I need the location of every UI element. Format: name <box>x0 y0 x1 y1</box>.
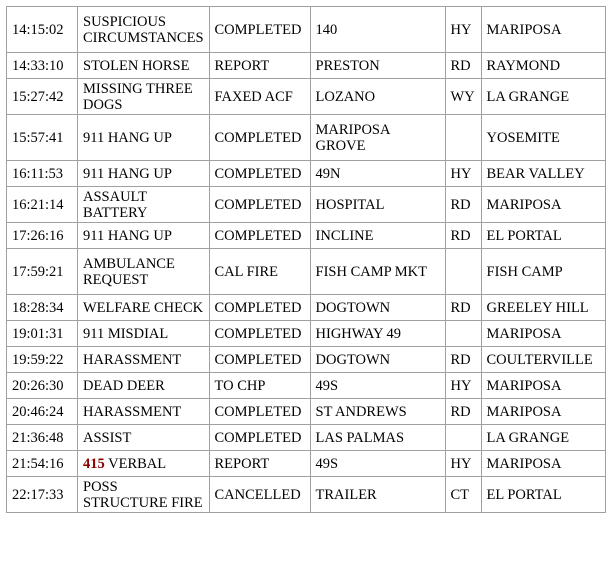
call-type-line: ASSAULT <box>83 188 147 205</box>
call-type-line: STOLEN HORSE <box>83 57 190 74</box>
location-cell <box>311 223 446 249</box>
table-row <box>7 249 606 295</box>
call-type-line: WELFARE CHECK <box>83 299 204 316</box>
location-cell <box>311 187 446 223</box>
disposition-cell: COMPLETED <box>210 7 311 53</box>
city-cell: MARIPOSA <box>482 187 606 223</box>
disposition-cell: COMPLETED <box>210 347 311 373</box>
time-cell: 18:28:34 <box>7 295 78 321</box>
disposition-cell: TO CHP <box>210 373 311 399</box>
city-cell: BEAR VALLEY <box>482 161 606 187</box>
location-cell <box>311 425 446 451</box>
disposition-cell: CANCELLED <box>210 477 311 513</box>
location-line: GROVE <box>315 137 366 154</box>
table-row <box>7 399 606 425</box>
call-log-body <box>7 7 606 513</box>
table-row <box>7 451 606 477</box>
time-cell: 14:15:02 <box>7 7 78 53</box>
street-suffix-cell: RD <box>446 187 482 223</box>
call-type-cell <box>78 53 210 79</box>
disposition-cell: COMPLETED <box>210 187 311 223</box>
street-suffix-cell: HY <box>446 451 482 477</box>
call-type-line: ASSIST <box>83 429 132 446</box>
location-cell <box>311 161 446 187</box>
disposition-cell: COMPLETED <box>210 399 311 425</box>
time-cell: 17:26:16 <box>7 223 78 249</box>
table-row <box>7 79 606 115</box>
time-cell: 21:54:16 <box>7 451 78 477</box>
penal-code: 415 <box>83 455 105 472</box>
time-cell: 19:01:31 <box>7 321 78 347</box>
disposition-cell: CAL FIRE <box>210 249 311 295</box>
location-cell <box>311 295 446 321</box>
call-type-line: SUSPICIOUS <box>83 13 166 30</box>
call-type-line: STRUCTURE FIRE <box>83 494 203 511</box>
table-row <box>7 477 606 513</box>
time-cell: 21:36:48 <box>7 425 78 451</box>
table-row <box>7 295 606 321</box>
call-type-line: DEAD DEER <box>83 377 165 394</box>
location-cell <box>311 373 446 399</box>
call-type-cell <box>78 223 210 249</box>
location-line: 49S <box>315 377 339 394</box>
city-cell: MARIPOSA <box>482 373 606 399</box>
street-suffix-cell: WY <box>446 79 482 115</box>
street-suffix-cell: RD <box>446 347 482 373</box>
location-line: DOGTOWN <box>315 299 391 316</box>
street-suffix-cell: RD <box>446 223 482 249</box>
street-suffix-cell: HY <box>446 161 482 187</box>
table-row <box>7 373 606 399</box>
call-type-cell <box>78 79 210 115</box>
table-row <box>7 223 606 249</box>
call-type-cell <box>78 477 210 513</box>
call-type-line: MISSING THREE <box>83 80 193 97</box>
time-cell: 15:57:41 <box>7 115 78 161</box>
location-line: ST ANDREWS <box>315 403 407 420</box>
call-type-cell <box>78 451 210 477</box>
location-cell <box>311 53 446 79</box>
city-cell: EL PORTAL <box>482 223 606 249</box>
location-cell <box>311 321 446 347</box>
location-line: LOZANO <box>315 88 376 105</box>
time-cell: 17:59:21 <box>7 249 78 295</box>
call-type-line: REQUEST <box>83 271 149 288</box>
disposition-cell: COMPLETED <box>210 115 311 161</box>
location-cell <box>311 249 446 295</box>
location-line: 140 <box>315 21 338 38</box>
location-line: HOSPITAL <box>315 196 385 213</box>
call-type-line: POSS <box>83 478 118 495</box>
time-cell: 15:27:42 <box>7 79 78 115</box>
location-line: LAS PALMAS <box>315 429 405 446</box>
city-cell: MARIPOSA <box>482 451 606 477</box>
call-type-cell <box>78 425 210 451</box>
call-log-table <box>6 6 606 513</box>
location-cell <box>311 79 446 115</box>
street-suffix-cell <box>446 321 482 347</box>
call-type-cell <box>78 115 210 161</box>
call-type-cell <box>78 249 210 295</box>
city-cell: YOSEMITE <box>482 115 606 161</box>
city-cell: COULTERVILLE <box>482 347 606 373</box>
table-row <box>7 7 606 53</box>
call-type-cell <box>78 347 210 373</box>
location-cell <box>311 347 446 373</box>
location-line: 49N <box>315 165 341 182</box>
street-suffix-cell: HY <box>446 373 482 399</box>
call-type-line: AMBULANCE <box>83 255 175 272</box>
call-type-cell <box>78 187 210 223</box>
location-line: HIGHWAY 49 <box>315 325 402 342</box>
call-type-line: HARASSMENT <box>83 351 182 368</box>
city-cell: MARIPOSA <box>482 399 606 425</box>
city-cell: FISH CAMP <box>482 249 606 295</box>
call-type-cell <box>78 373 210 399</box>
time-cell: 14:33:10 <box>7 53 78 79</box>
disposition-cell: REPORT <box>210 451 311 477</box>
city-cell: EL PORTAL <box>482 477 606 513</box>
disposition-cell: COMPLETED <box>210 321 311 347</box>
city-cell: LA GRANGE <box>482 79 606 115</box>
call-type-line: DOGS <box>83 96 123 113</box>
location-line: INCLINE <box>315 227 374 244</box>
street-suffix-cell: RD <box>446 53 482 79</box>
street-suffix-cell: RD <box>446 295 482 321</box>
street-suffix-cell: HY <box>446 7 482 53</box>
city-cell: MARIPOSA <box>482 7 606 53</box>
call-type-cell <box>78 399 210 425</box>
call-type-line: CIRCUMSTANCES <box>83 29 204 46</box>
disposition-cell: COMPLETED <box>210 425 311 451</box>
location-cell <box>311 477 446 513</box>
call-type-line: 911 HANG UP <box>83 129 172 146</box>
location-cell <box>311 399 446 425</box>
city-cell: LA GRANGE <box>482 425 606 451</box>
table-row <box>7 115 606 161</box>
time-cell: 16:11:53 <box>7 161 78 187</box>
street-suffix-cell: CT <box>446 477 482 513</box>
call-type-line: 911 HANG UP <box>83 165 172 182</box>
call-type-line: BATTERY <box>83 204 148 221</box>
disposition-cell: FAXED ACF <box>210 79 311 115</box>
disposition-cell: COMPLETED <box>210 223 311 249</box>
location-line: FISH CAMP MKT <box>315 263 427 280</box>
time-cell: 20:26:30 <box>7 373 78 399</box>
street-suffix-cell: RD <box>446 399 482 425</box>
call-type-cell <box>78 295 210 321</box>
time-cell: 16:21:14 <box>7 187 78 223</box>
location-line: TRAILER <box>315 486 377 503</box>
city-cell: RAYMOND <box>482 53 606 79</box>
table-row <box>7 187 606 223</box>
city-cell: GREELEY HILL <box>482 295 606 321</box>
location-line: DOGTOWN <box>315 351 391 368</box>
location-cell <box>311 451 446 477</box>
disposition-cell: COMPLETED <box>210 295 311 321</box>
location-line: PRESTON <box>315 57 380 74</box>
call-type-line: HARASSMENT <box>83 403 182 420</box>
street-suffix-cell <box>446 425 482 451</box>
disposition-cell: COMPLETED <box>210 161 311 187</box>
table-row <box>7 161 606 187</box>
location-line: MARIPOSA <box>315 121 391 138</box>
call-type-cell <box>78 7 210 53</box>
call-type-text: VERBAL <box>108 455 167 472</box>
table-row <box>7 347 606 373</box>
location-cell <box>311 115 446 161</box>
call-type-cell <box>78 161 210 187</box>
call-type-line: 911 MISDIAL <box>83 325 169 342</box>
city-cell: MARIPOSA <box>482 321 606 347</box>
time-cell: 19:59:22 <box>7 347 78 373</box>
time-cell: 20:46:24 <box>7 399 78 425</box>
street-suffix-cell <box>446 115 482 161</box>
street-suffix-cell <box>446 249 482 295</box>
table-row <box>7 425 606 451</box>
location-cell <box>311 7 446 53</box>
call-type-line: 911 HANG UP <box>83 227 172 244</box>
table-row <box>7 53 606 79</box>
disposition-cell: REPORT <box>210 53 311 79</box>
table-row <box>7 321 606 347</box>
location-line: 49S <box>315 455 339 472</box>
call-type-cell <box>78 321 210 347</box>
time-cell: 22:17:33 <box>7 477 78 513</box>
